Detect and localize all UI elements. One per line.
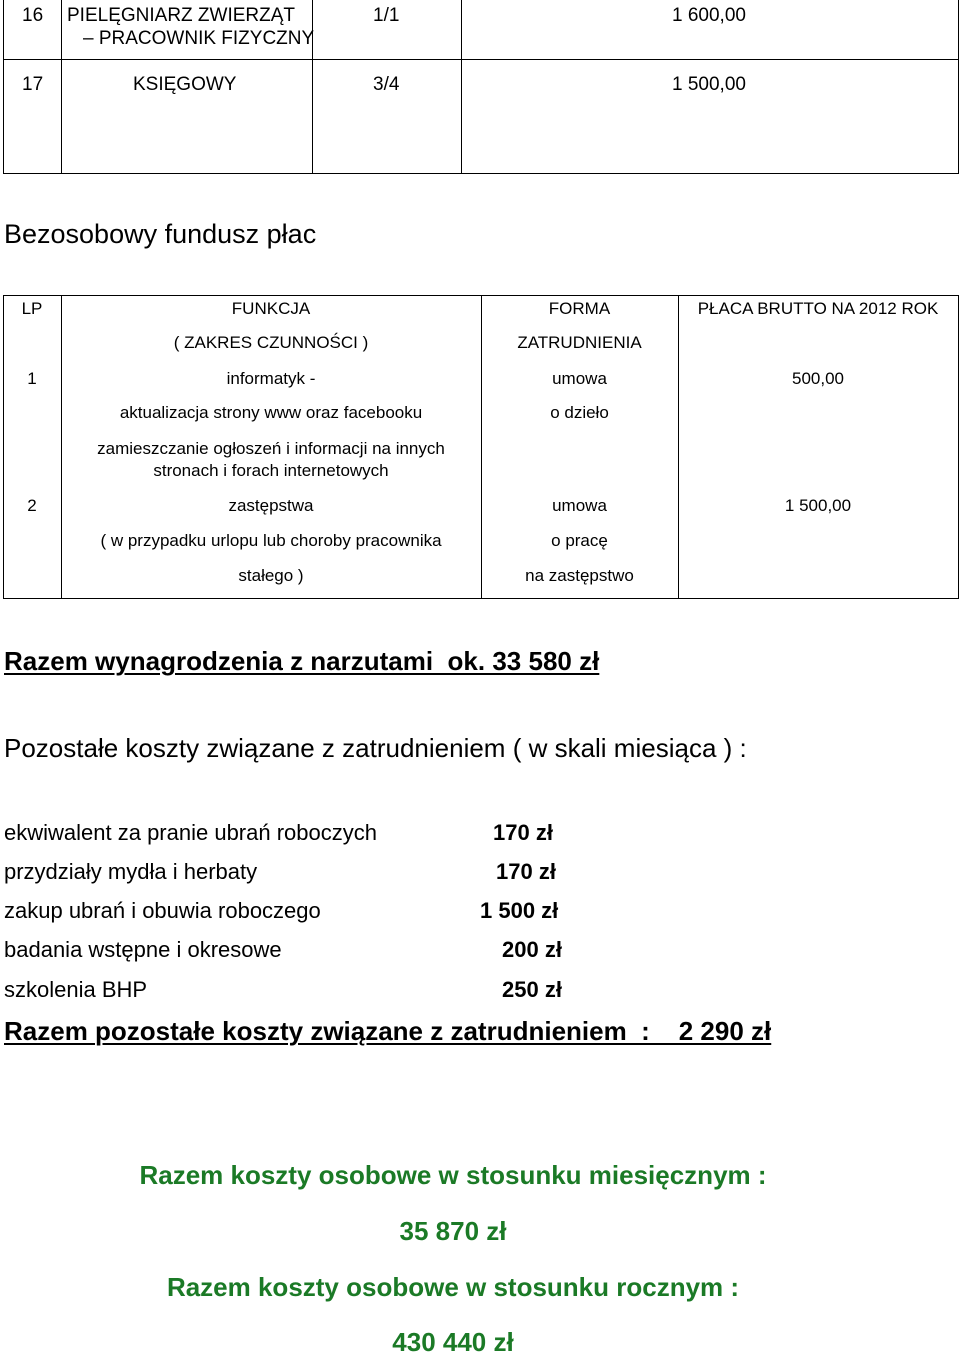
table-border xyxy=(3,0,4,174)
table-border xyxy=(61,0,62,174)
row-forma: o dzieło xyxy=(550,403,609,422)
row-funkcja: aktualizacja strony www oraz facebooku xyxy=(119,403,423,422)
row-placa: 500,00 xyxy=(792,369,844,388)
header-lp: LP xyxy=(21,299,43,318)
row-funkcja: zastępstwa xyxy=(228,496,314,515)
yearly-total-label: Razem koszty osobowe w stosunku rocznym : xyxy=(166,1272,740,1302)
section-heading: Bezosobowy fundusz płac xyxy=(4,219,317,249)
row-funkcja: stałego ) xyxy=(238,566,304,585)
row-forma: o pracę xyxy=(551,531,608,550)
cost-value: 250 zł xyxy=(502,977,562,1002)
row-forma: umowa xyxy=(552,496,607,515)
etat-fraction: 1/1 xyxy=(373,5,400,26)
table-border xyxy=(461,0,462,174)
monthly-total-value: 35 870 zł xyxy=(399,1216,507,1246)
job-title: – PRACOWNIK FIZYCZNY xyxy=(83,28,315,49)
row-funkcja: stronach i forach internetowych xyxy=(153,461,389,480)
pozostale-heading: Pozostałe koszty związane z zatrudnieniem ( w skali miesiąca ) : xyxy=(4,733,747,763)
header-placa: PŁACA BRUTTO NA 2012 ROK xyxy=(697,299,939,318)
header-forma-sub: ZATRUDNIENIA xyxy=(517,333,642,352)
table-border xyxy=(678,295,679,599)
row-number: 16 xyxy=(22,5,44,26)
cost-value: 170 zł xyxy=(496,859,556,884)
salary-amount: 1 500,00 xyxy=(672,74,746,95)
cost-value: 200 zł xyxy=(502,937,562,962)
cost-label: ekwiwalent za pranie ubrań roboczych xyxy=(4,820,377,845)
row-funkcja: ( w przypadku urlopu lub choroby pracownika xyxy=(100,531,442,550)
row-forma: na zastępstwo xyxy=(525,566,634,585)
cost-label: badania wstępne i okresowe xyxy=(4,937,282,962)
monthly-total-label: Razem koszty osobowe w stosunku miesięcznym : xyxy=(139,1160,767,1190)
cost-label: zakup ubrań i obuwia roboczego xyxy=(4,898,321,923)
table-border xyxy=(958,0,959,174)
cost-value: 170 zł xyxy=(493,820,553,845)
header-funkcja: FUNKCJA xyxy=(231,299,311,318)
etat-fraction: 3/4 xyxy=(373,74,400,95)
header-forma: FORMA xyxy=(548,299,611,318)
table-border xyxy=(3,173,959,174)
yearly-total-value: 430 440 zł xyxy=(392,1327,514,1357)
table-border xyxy=(3,598,959,599)
razem-wynagrodzenia: Razem wynagrodzenia z narzutami ok. 33 580 zł xyxy=(4,646,600,676)
table-border xyxy=(3,295,4,599)
table-border xyxy=(958,295,959,599)
salary-amount: 1 600,00 xyxy=(672,5,746,26)
cost-value: 1 500 zł xyxy=(480,898,559,923)
row-placa: 1 500,00 xyxy=(784,496,852,515)
table-border xyxy=(3,59,959,60)
job-title: KSIĘGOWY xyxy=(133,74,237,95)
job-title: PIELĘGNIARZ ZWIERZĄT xyxy=(67,5,296,26)
cost-label: szkolenia BHP xyxy=(4,977,148,1002)
header-funkcja-sub: ( ZAKRES CZUNNOŚCI ) xyxy=(173,333,369,352)
cost-label: przydziały mydła i herbaty xyxy=(4,859,258,884)
row-forma: umowa xyxy=(552,369,607,388)
row-lp: 2 xyxy=(27,496,37,515)
razem-pozostale: Razem pozostałe koszty związane z zatrudnieniem : 2 290 zł xyxy=(4,1016,772,1046)
row-funkcja: informatyk - xyxy=(226,369,316,388)
row-lp: 1 xyxy=(27,369,37,388)
row-number: 17 xyxy=(22,74,44,95)
row-funkcja: zamieszczanie ogłoszeń i informacji na innych xyxy=(97,439,445,458)
table-border xyxy=(3,295,959,296)
table-border xyxy=(312,0,313,174)
